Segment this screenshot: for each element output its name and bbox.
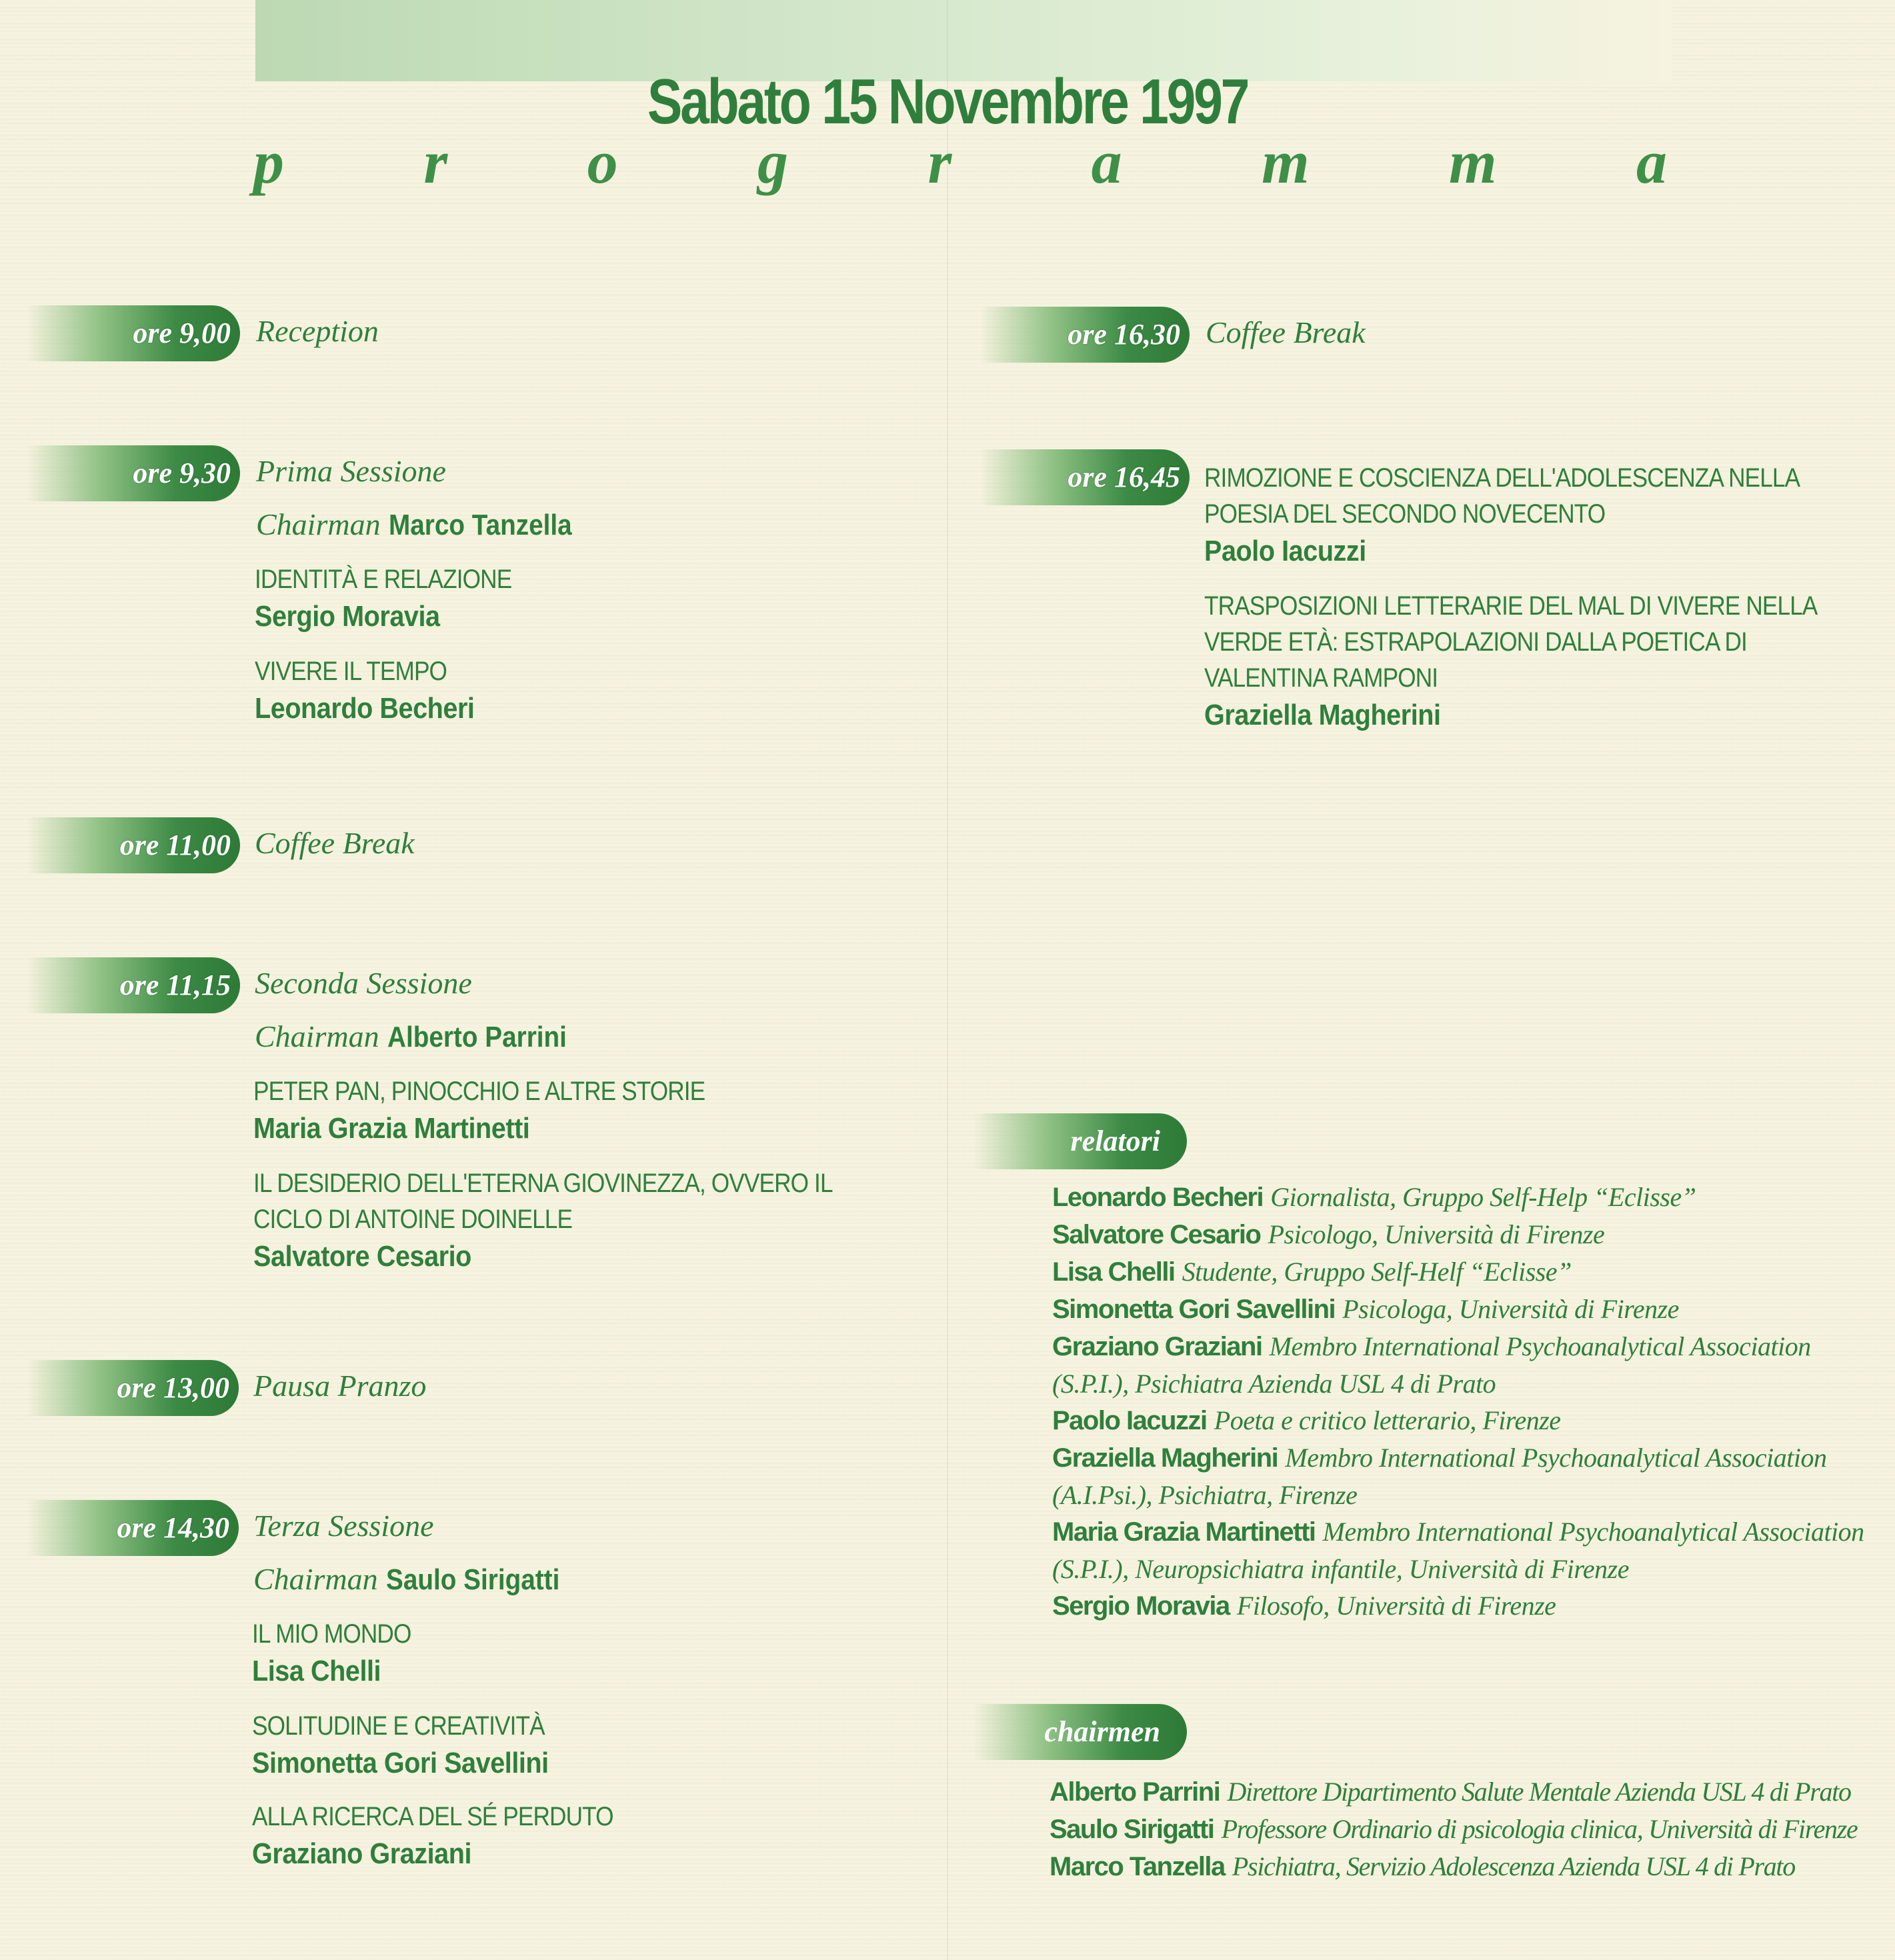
speaker-desc: Psicologa, Università di Firenze	[1342, 1294, 1679, 1324]
speaker-desc: Giornalista, Gruppo Self-Help “Eclisse”	[1270, 1182, 1696, 1212]
speaker-desc: Membro International Psychoanalytical Association	[1285, 1443, 1827, 1473]
talk-speaker: Paolo Iacuzzi	[1204, 535, 1366, 567]
talk-item	[255, 561, 547, 635]
talk-title: VIVERE IL TEMPO	[255, 657, 447, 686]
list-item	[1052, 1291, 1826, 1328]
time-badge: ore 13,00	[27, 1360, 239, 1416]
programma-letter: a	[1091, 128, 1122, 196]
list-item	[1052, 1439, 1826, 1477]
chair-name: Marco Tanzella	[388, 509, 572, 541]
programma-letter: a	[1636, 128, 1667, 196]
speaker-desc: Membro International Psychoanalytical Association	[1269, 1331, 1811, 1361]
chair-name: Saulo Sirigatti	[385, 1563, 560, 1596]
speaker-name: Salvatore Cesario	[1052, 1220, 1261, 1249]
programma-letter: m	[1449, 128, 1497, 196]
chairman-desc: Psichiatra, Servizio Adolescenza Azienda USL 4 di Prato	[1232, 1851, 1795, 1881]
session-title: Prima Sessione	[256, 454, 446, 488]
relatori-badge: relatori	[974, 1113, 1187, 1169]
list-item	[1052, 1402, 1826, 1439]
list-item	[1050, 1848, 1830, 1885]
list-item	[1050, 1773, 1851, 1811]
speaker-name: Simonetta Gori Savellini	[1052, 1295, 1336, 1324]
talk-title: IL DESIDERIO DELL'ETERNA GIOVINEZZA, OVVERO IL	[253, 1169, 833, 1198]
talk-title: IL MIO MONDO	[252, 1619, 411, 1649]
time-badge: ore 16,45	[980, 449, 1190, 505]
time-badge: ore 11,15	[27, 957, 240, 1013]
talk-speaker: Graziella Magherini	[1204, 699, 1441, 731]
talk-speaker: Sergio Moravia	[255, 600, 440, 633]
programma-letter: p	[253, 128, 284, 196]
speaker-desc: Studente, Gruppo Self-Helf “Eclisse”	[1182, 1257, 1572, 1287]
chair-label: Chairman	[255, 1019, 379, 1053]
speaker-name: Paolo Iacuzzi	[1052, 1406, 1207, 1435]
chairmen-badge: chairmen	[974, 1704, 1187, 1760]
talk-title: TRASPOSIZIONI LETTERARIE DEL MAL DI VIVERE NELLA	[1204, 591, 1818, 621]
talk-item	[252, 1616, 433, 1689]
list-item	[1052, 1253, 1826, 1291]
list-item	[1052, 1587, 1826, 1625]
speaker-name: Graziano Graziani	[1052, 1332, 1262, 1361]
talk-title: VALENTINA RAMPONI	[1204, 663, 1438, 693]
session-chair	[256, 507, 597, 542]
time-badge: ore 9,00	[27, 305, 240, 361]
talk-title: ALLA RICERCA DEL SÉ PERDUTO	[252, 1802, 613, 1831]
talk-title: POESIA DEL SECONDO NOVECENTO	[1204, 499, 1606, 529]
programma-letter: r	[927, 128, 952, 196]
programma-letter: g	[757, 128, 789, 196]
speaker-desc-cont: (A.I.Psi.), Psichiatra, Firenze	[1052, 1480, 1358, 1510]
session-title: Pausa Pranzo	[253, 1369, 427, 1403]
talk-speaker: Lisa Chelli	[252, 1655, 381, 1687]
chair-name: Alberto Parrini	[387, 1021, 567, 1053]
talk-title: VERDE ETÀ: ESTRAPOLAZIONI DALLA POETICA DI	[1204, 627, 1747, 657]
time-badge: ore 9,30	[27, 445, 240, 501]
speaker-desc-cont: (S.P.I.), Neuropsichiatra infantile, Università di Firenze	[1052, 1554, 1629, 1584]
time-badge: ore 16,30	[980, 307, 1190, 363]
page-title: Sabato 15 Novembre 1997	[647, 66, 1248, 137]
session-title: Coffee Break	[255, 826, 415, 860]
speaker-desc: Filosofo, Università di Firenze	[1236, 1591, 1556, 1621]
fold-line	[947, 0, 948, 1960]
talk-title: PETER PAN, PINOCCHIO E ALTRE STORIE	[253, 1077, 705, 1106]
list-item	[1050, 1811, 1858, 1848]
talk-item	[1204, 460, 1881, 569]
chairman-desc: Direttore Dipartimento Salute Mentale Azienda USL 4 di Prato	[1227, 1777, 1851, 1807]
talk-item	[253, 1165, 911, 1275]
speaker-desc: Membro International Psychoanalytical Association	[1322, 1517, 1864, 1547]
speaker-name: Lisa Chelli	[1052, 1257, 1175, 1287]
list-item	[1052, 1179, 1826, 1216]
session-title: Coffee Break	[1206, 315, 1366, 349]
session-title: Seconda Sessione	[255, 966, 472, 1000]
speaker-desc: Poeta e critico letterario, Firenze	[1214, 1405, 1561, 1435]
chairman-name: Saulo Sirigatti	[1050, 1815, 1214, 1844]
chairman-name: Alberto Parrini	[1050, 1777, 1220, 1807]
talk-item	[252, 1708, 585, 1781]
programma-letter: m	[1262, 128, 1310, 196]
talk-speaker: Graziano Graziani	[252, 1837, 472, 1870]
session-chair	[255, 1019, 591, 1054]
programma-letter: r	[423, 128, 448, 196]
talk-title: IDENTITÀ E RELAZIONE	[255, 565, 512, 594]
session-title: Reception	[256, 314, 379, 348]
list-item	[1052, 1513, 1864, 1551]
list-item	[1052, 1328, 1826, 1365]
talk-title: CICLO DI ANTOINE DOINELLE	[253, 1205, 573, 1234]
talk-item	[1204, 588, 1895, 733]
chair-label: Chairman	[253, 1562, 378, 1596]
talk-title: RIMOZIONE E COSCIENZA DELL'ADOLESCENZA NELLA	[1204, 463, 1800, 493]
talk-item	[252, 1799, 662, 1872]
time-badge: ore 11,00	[27, 817, 240, 873]
speaker-name: Sergio Moravia	[1052, 1591, 1230, 1621]
talk-item	[255, 653, 499, 727]
list-item	[1052, 1216, 1826, 1253]
talk-speaker: Salvatore Cesario	[253, 1240, 471, 1273]
talk-speaker: Simonetta Gori Savellini	[252, 1747, 549, 1779]
relatori-list	[1052, 1179, 1864, 1625]
chairman-desc: Professore Ordinario di psicologia clinica, Università di Firenze	[1221, 1814, 1858, 1844]
talk-title: SOLITUDINE E CREATIVITÀ	[252, 1711, 545, 1741]
speaker-name: Leonardo Becheri	[1052, 1183, 1264, 1212]
chair-label: Chairman	[256, 507, 381, 541]
session-title: Terza Sessione	[253, 1509, 434, 1543]
programma-letter: o	[587, 128, 618, 196]
talk-item	[253, 1073, 767, 1147]
talk-speaker: Maria Grazia Martinetti	[253, 1112, 530, 1145]
speaker-name: Graziella Magherini	[1052, 1443, 1278, 1473]
talk-speaker: Leonardo Becheri	[255, 692, 475, 725]
time-badge: ore 14,30	[27, 1500, 239, 1556]
chairman-name: Marco Tanzella	[1050, 1852, 1225, 1881]
chairmen-list	[1050, 1773, 1858, 1885]
speaker-name: Maria Grazia Martinetti	[1052, 1517, 1316, 1547]
speaker-desc-cont: (S.P.I.), Psichiatra Azienda USL 4 di Prato	[1052, 1369, 1496, 1399]
speaker-desc: Psicologo, Università di Firenze	[1268, 1219, 1605, 1249]
session-chair	[253, 1561, 583, 1597]
programma-heading	[253, 127, 1667, 207]
